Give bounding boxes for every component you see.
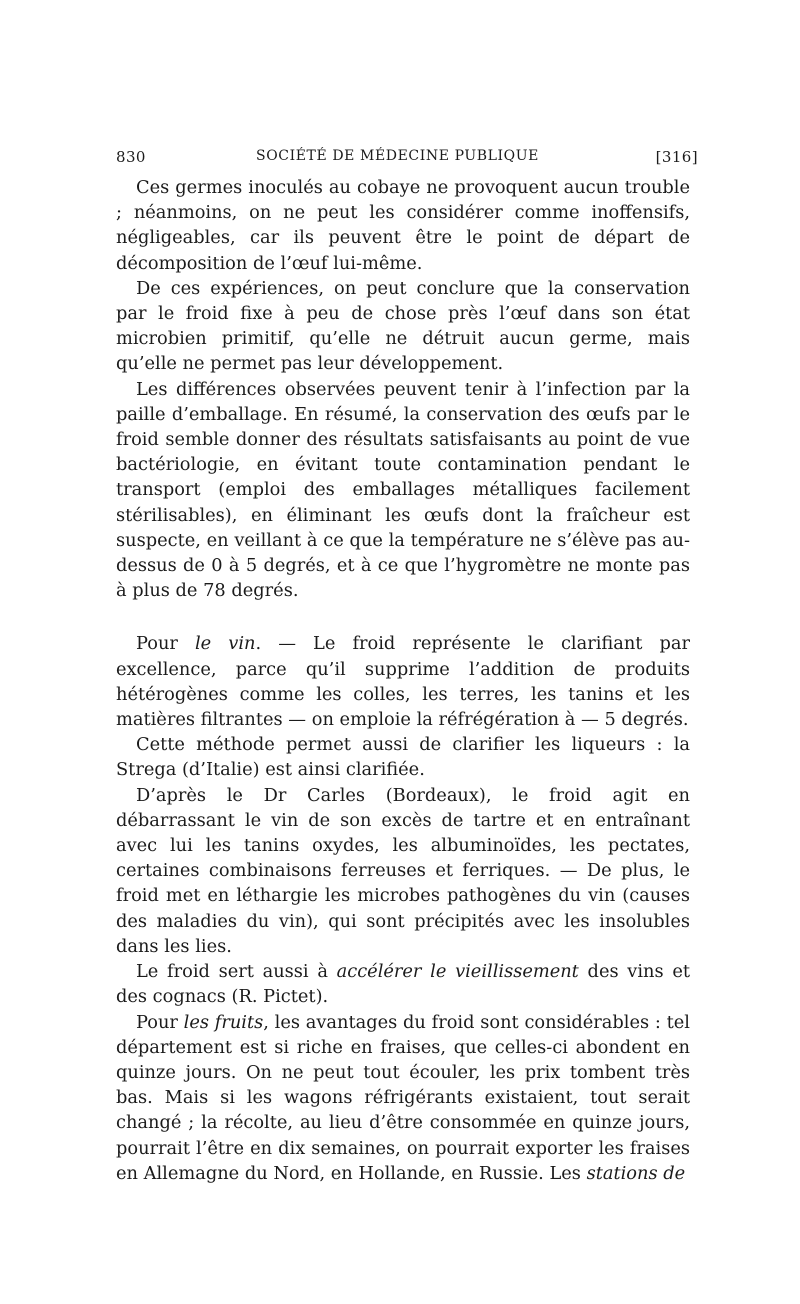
paragraph-experiences: De ces expériences, on peut conclure que la conservation par le froid fixe à peu de chose près l’œuf dans son état microbien primitif, qu’elle ne détruit aucun germe, mais qu’elle ne permet pas leur développement. <box>116 277 690 375</box>
paragraph-methode: Cette méthode permet aussi de clarifier les liqueurs : la Strega (d’Italie) est ainsi clarifiée. <box>116 734 690 781</box>
paragraph-carles: D’après le Dr Carles (Bordeaux), le froid agit en débarrassant le vin de son excès de tartre et en entraînant avec lui les tanins oxydes, les albuminoïdes, les pectates, certaines combinaisons ferreuses et ferriques. — De plus, le froid met en léthargie les microbes pathogènes du vin (causes des maladies du vin), qui sont précipités avec les insolubles dans les lies. <box>116 784 690 957</box>
paragraph-vieillissement-em: accélérer le vieillissement <box>336 961 579 983</box>
paragraph-vin <box>116 631 690 732</box>
paragraph-vin-topic: le vin <box>194 633 256 655</box>
page-reference: [316] <box>655 148 698 166</box>
running-title: SOCIÉTÉ DE MÉDECINE PUBLIQUE <box>256 148 539 164</box>
paragraph-fruits-lead: Pour <box>136 1011 184 1033</box>
page-number: 830 <box>116 148 146 166</box>
paragraph-differences: Les différences observées peuvent tenir à l’infection par la paille d’emballage. En résumé, la conservation des œufs par le froid semble donner des résultats satisfaisants au point de vue bactériologie, en évitant toute contamination pendant le transport (emploi des emballages métalliques facilement stérilisables), en éliminant les œufs dont la fraîcheur est suspecte, en veillant à ce que la température ne s’élève pas au-dessus de 0 à 5 degrés, et à ce que l’hygromètre ne monte pas à plus de 78 degrés. <box>116 378 690 602</box>
book-page <box>116 148 698 1186</box>
paragraph-fruits <box>116 1010 690 1186</box>
paragraph-vin-rest: . — Le froid représente le clarifiant par excellence, parce qu’il supprime l’addition de produits hétérogènes comme les colles, les terres, les tanins et les matières filtrantes — on emploie la réfrégération à — 5 degrés. <box>116 633 690 731</box>
paragraph-fruits-topic: les fruits <box>183 1011 264 1033</box>
running-head <box>116 148 698 170</box>
paragraph-fruits-em-end: stations de <box>586 1162 686 1184</box>
paragraph-vieillissement-rest: des vins et des cognacs (R. Pictet). <box>116 961 691 1008</box>
paragraph-vin-lead: Pour <box>136 633 195 655</box>
paragraph-vieillissement <box>116 959 690 1009</box>
section-gap <box>116 603 690 631</box>
paragraph-vieillissement-lead: Le froid sert aussi à <box>136 961 337 983</box>
body-text <box>116 175 690 1186</box>
paragraph-fruits-rest: , les avantages du froid sont considérables : tel département est si riche en fraises, que celles-ci abondent en quinze jours. On ne peut tout écouler, les prix tombent très bas. Mais si les wagons réfrigérants existaient, tout serait changé ; la récolte, au lieu d’être consommée en quinze jours, pourrait l’être en dix semaines, on pourrait exporter les fraises en Allemagne du Nord, en Hollande, en Russie. Les <box>116 1011 690 1184</box>
paragraph-germes: Ces germes inoculés au cobaye ne provoquent aucun trouble ; néanmoins, on ne peut les considérer comme inoffensifs, négligeables, car ils peuvent être le point de départ de décomposition de l’œuf lui-même. <box>116 177 690 274</box>
